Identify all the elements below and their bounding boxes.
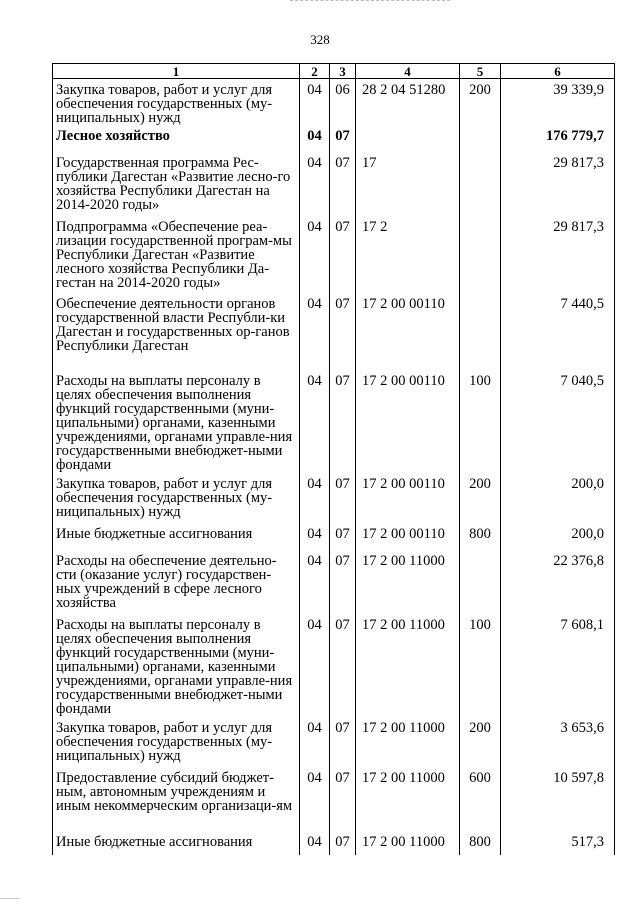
- cell-amount: 7 040,5: [501, 370, 615, 473]
- cell-amount: 200,0: [501, 523, 615, 550]
- cell-subsection: 07: [330, 370, 356, 473]
- table-row: [53, 767, 615, 831]
- cell-expense-type: [460, 152, 501, 216]
- cell-section: 04: [300, 125, 330, 152]
- cell-expense-type: 200: [460, 473, 501, 523]
- cell-name: Иные бюджетные ассигнования: [53, 523, 300, 550]
- cell-target-article: 17 2 00 00110: [356, 523, 460, 550]
- cell-subsection: 07: [330, 831, 356, 855]
- table-row: [53, 473, 615, 523]
- cell-name: Закупка товаров, работ и услуг для обеспечения государственных (му-ниципальных) нужд: [53, 473, 300, 523]
- cell-name: Расходы на выплаты персоналу в целях обеспечения выполнения функций государственными (муни-ципальными) органами, казенными учреждениями, органами управле-ния государственными внебюджет-ными фондами: [53, 370, 300, 473]
- cell-subsection: 07: [330, 614, 356, 717]
- cell-section: 04: [300, 767, 330, 831]
- cell-name: Государственная программа Рес-публики Дагестан «Развитие лесно-го хозяйства Республики Дагестан на 2014-2020 годы»: [53, 152, 300, 216]
- cell-target-article: 17 2 00 11000: [356, 717, 460, 767]
- cell-amount: 22 376,8: [501, 550, 615, 614]
- cell-name: Предоставление субсидий бюджет-ным, автономным учреждениям и иным некоммерческим организаци-ям: [53, 767, 300, 831]
- cell-subsection: 06: [330, 79, 356, 126]
- cell-name: Закупка товаров, работ и услуг для обеспечения государственных (му-ниципальных) нужд: [53, 79, 300, 126]
- cell-target-article: 17 2 00 00110: [356, 293, 460, 370]
- cell-subsection: 07: [330, 216, 356, 293]
- scan-artifact: [0, 898, 20, 899]
- table-row: [53, 293, 615, 370]
- cell-subsection: 07: [330, 125, 356, 152]
- cell-section: 04: [300, 831, 330, 855]
- cell-section: 04: [300, 550, 330, 614]
- cell-target-article: 17 2 00 00110: [356, 473, 460, 523]
- table-row: [53, 370, 615, 473]
- table-row: [53, 831, 615, 855]
- header-col-section: 2: [300, 64, 330, 79]
- table-row: [53, 152, 615, 216]
- cell-section: 04: [300, 473, 330, 523]
- page-number: 328: [310, 32, 330, 47]
- cell-expense-type: 100: [460, 370, 501, 473]
- header-col-expense-type: 5: [460, 64, 501, 79]
- cell-amount: 10 597,8: [501, 767, 615, 831]
- table-row: [53, 523, 615, 550]
- cell-name: Закупка товаров, работ и услуг для обеспечения государственных (му-ниципальных) нужд: [53, 717, 300, 767]
- table-row: [53, 125, 615, 152]
- table-row: [53, 550, 615, 614]
- cell-subsection: 07: [330, 717, 356, 767]
- cell-section: 04: [300, 79, 330, 126]
- cell-target-article: 28 2 04 51280: [356, 79, 460, 126]
- cell-expense-type: 200: [460, 79, 501, 126]
- cell-amount: 29 817,3: [501, 152, 615, 216]
- cell-expense-type: 800: [460, 831, 501, 855]
- cell-amount: 29 817,3: [501, 216, 615, 293]
- cell-target-article: 17 2 00 00110: [356, 370, 460, 473]
- table-row: [53, 216, 615, 293]
- cell-name: Расходы на обеспечение деятельно-сти (оказание услуг) государствен-ных учреждений в сфере лесного хозяйства: [53, 550, 300, 614]
- table-row: [53, 717, 615, 767]
- cell-expense-type: [460, 293, 501, 370]
- table-row: [53, 79, 615, 126]
- cell-target-article: [356, 125, 460, 152]
- cell-target-article: 17 2: [356, 216, 460, 293]
- cell-expense-type: [460, 550, 501, 614]
- budget-table: [52, 63, 615, 855]
- cell-subsection: 07: [330, 473, 356, 523]
- cell-section: 04: [300, 614, 330, 717]
- cell-name: Обеспечение деятельности органов государственной власти Республи-ки Дагестан и государственных ор-ганов Республики Дагестан: [53, 293, 300, 370]
- cell-name: Лесное хозяйство: [53, 125, 300, 152]
- cell-subsection: 07: [330, 152, 356, 216]
- cell-name: Иные бюджетные ассигнования: [53, 831, 300, 855]
- cell-amount: 176 779,7: [501, 125, 615, 152]
- table-row: [53, 614, 615, 717]
- header-col-subsection: 3: [330, 64, 356, 79]
- header-col-target-article: 4: [356, 64, 460, 79]
- cell-section: 04: [300, 523, 330, 550]
- cell-amount: 200,0: [501, 473, 615, 523]
- cell-expense-type: 200: [460, 717, 501, 767]
- cell-expense-type: [460, 125, 501, 152]
- cell-target-article: 17 2 00 11000: [356, 550, 460, 614]
- cell-amount: 7 608,1: [501, 614, 615, 717]
- cell-expense-type: 100: [460, 614, 501, 717]
- cell-name: Подпрограмма «Обеспечение реа-лизации государственной програм-мы Республики Дагестан «Развитие лесного хозяйства Республики Да-гестан на 2014-2020 годы»: [53, 216, 300, 293]
- cell-subsection: 07: [330, 767, 356, 831]
- cell-name: Расходы на выплаты персоналу в целях обеспечения выполнения функций государственными (муни-ципальными) органами, казенными учреждениями, органами управле-ния государственными внебюджет-ными фондами: [53, 614, 300, 717]
- cell-section: 04: [300, 152, 330, 216]
- header-row: [53, 64, 615, 79]
- cell-amount: 39 339,9: [501, 79, 615, 126]
- cell-section: 04: [300, 293, 330, 370]
- cell-subsection: 07: [330, 550, 356, 614]
- cell-target-article: 17 2 00 11000: [356, 614, 460, 717]
- cell-target-article: 17: [356, 152, 460, 216]
- cell-section: 04: [300, 216, 330, 293]
- header-col-name: 1: [53, 64, 300, 79]
- cell-amount: 3 653,6: [501, 717, 615, 767]
- cell-section: 04: [300, 370, 330, 473]
- cell-subsection: 07: [330, 293, 356, 370]
- cell-amount: 7 440,5: [501, 293, 615, 370]
- cell-amount: 517,3: [501, 831, 615, 855]
- cell-expense-type: 600: [460, 767, 501, 831]
- cell-target-article: 17 2 00 11000: [356, 767, 460, 831]
- cell-expense-type: 800: [460, 523, 501, 550]
- cell-target-article: 17 2 00 11000: [356, 831, 460, 855]
- cell-subsection: 07: [330, 523, 356, 550]
- scan-top-edge: [290, 0, 450, 1]
- header-col-amount: 6: [501, 64, 615, 79]
- cell-section: 04: [300, 717, 330, 767]
- cell-expense-type: [460, 216, 501, 293]
